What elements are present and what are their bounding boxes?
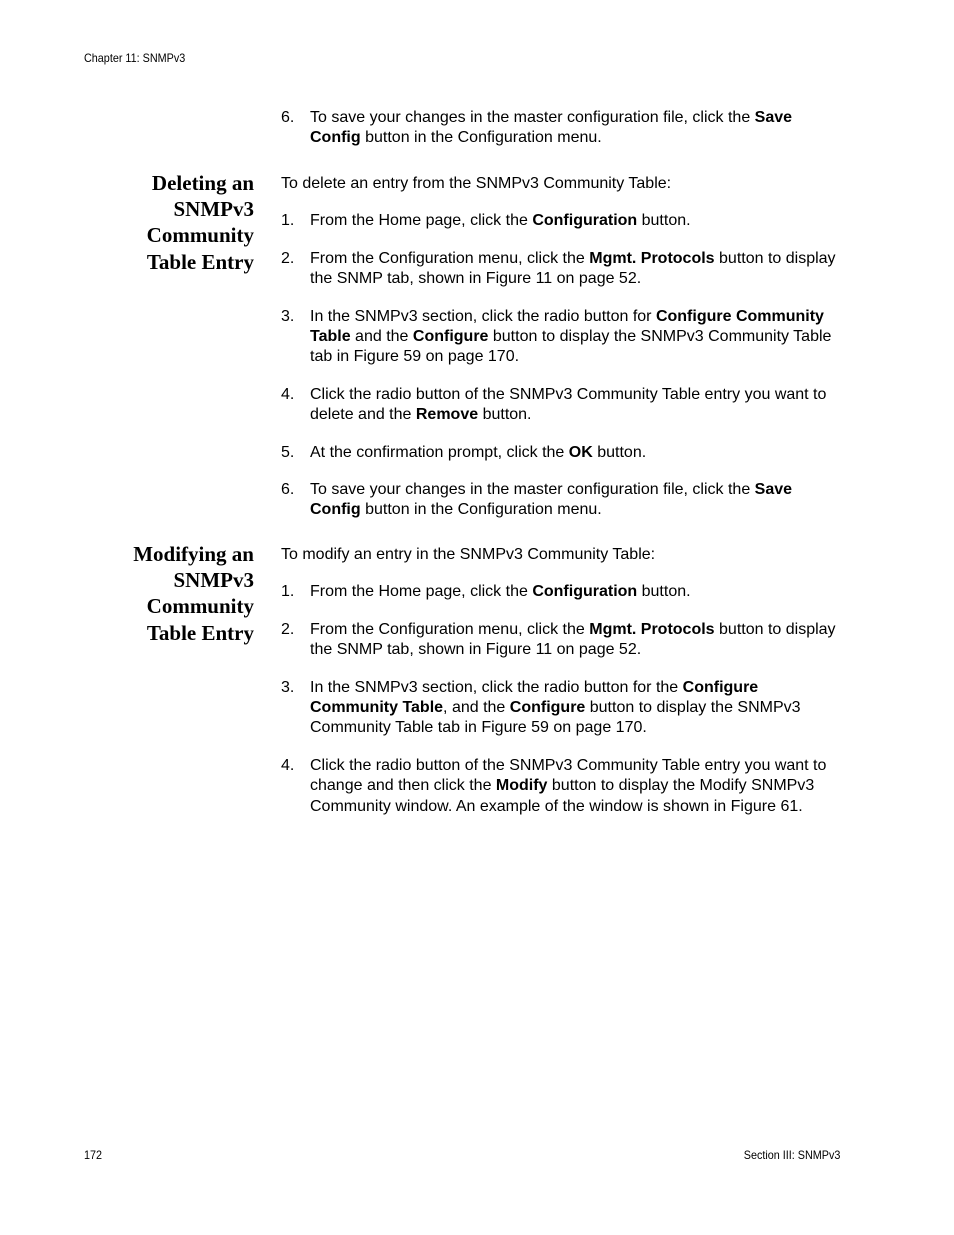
step-number: 6. <box>281 109 295 126</box>
running-header: Chapter 11: SNMPv3 <box>84 51 186 65</box>
list-item: 2. From the Configuration menu, click the Mgmt. Protocols button to display the SNMP tab, shown in Figure 11 on page 52. <box>281 249 836 288</box>
step-number: 1. <box>281 212 295 230</box>
step-number: 2. <box>281 249 295 267</box>
list-item: 5. At the confirmation prompt, click the OK button. <box>281 443 846 463</box>
section-heading-deleting: Deleting an SNMPv3 Community Table Entry <box>146 171 254 274</box>
step-number: 3. <box>281 307 295 325</box>
list-item: 1. From the Home page, click the Configuration button. <box>281 211 846 231</box>
list-item: 4. Click the radio button of the SNMPv3 Community Table entry you want to delete and the Remove button. <box>281 385 827 424</box>
step-number: 4. <box>281 385 295 403</box>
top-step-block <box>281 108 846 166</box>
section-intro: To modify an entry in the SNMPv3 Community Table: <box>281 546 656 563</box>
list-item: 2. From the Configuration menu, click the Mgmt. Protocols button to display the SNMP tab, shown in Figure 11 on page 52. <box>281 620 836 659</box>
list-item: 6. To save your changes in the master configuration file, click the Save Config button in the Configuration menu. <box>281 481 793 519</box>
list-item: 6. To save your changes in the master configuration file, click the Save Config button in the Configuration menu. <box>281 109 793 147</box>
running-footer-section: Section III: SNMPv3 <box>743 1148 840 1162</box>
section-intro: To delete an entry from the SNMPv3 Community Table: <box>281 175 672 192</box>
list-item: 1. From the Home page, click the Configuration button. <box>281 582 846 602</box>
list-item: 3. In the SNMPv3 section, click the radio button for Configure Community Table and the Configure button to display the SNMPv3 Community Table tab in Figure 59 on page 170. <box>281 307 832 366</box>
list-item: 3. In the SNMPv3 section, click the radio button for the Configure Community Table, and the Configure button to display the SNMPv3 Community Table tab in Figure 59 on page 170. <box>281 678 801 737</box>
step-number: 3. <box>281 678 295 696</box>
list-item: 4. Click the radio button of the SNMPv3 Community Table entry you want to change and then click the Modify button to display the Modify SNMPv3 Community window. An example of the window is shown in Figure 61. <box>281 756 827 815</box>
step-number: 2. <box>281 620 295 638</box>
modifying-body <box>281 545 846 834</box>
section-heading-modifying: Modifying an SNMPv3 Community Table Entry <box>133 542 254 645</box>
deleting-body <box>281 174 846 538</box>
step-number: 5. <box>281 443 295 461</box>
step-number: 4. <box>281 756 295 774</box>
step-number: 6. <box>281 481 295 499</box>
step-number: 1. <box>281 583 295 601</box>
page-number: 172 <box>84 1148 103 1162</box>
